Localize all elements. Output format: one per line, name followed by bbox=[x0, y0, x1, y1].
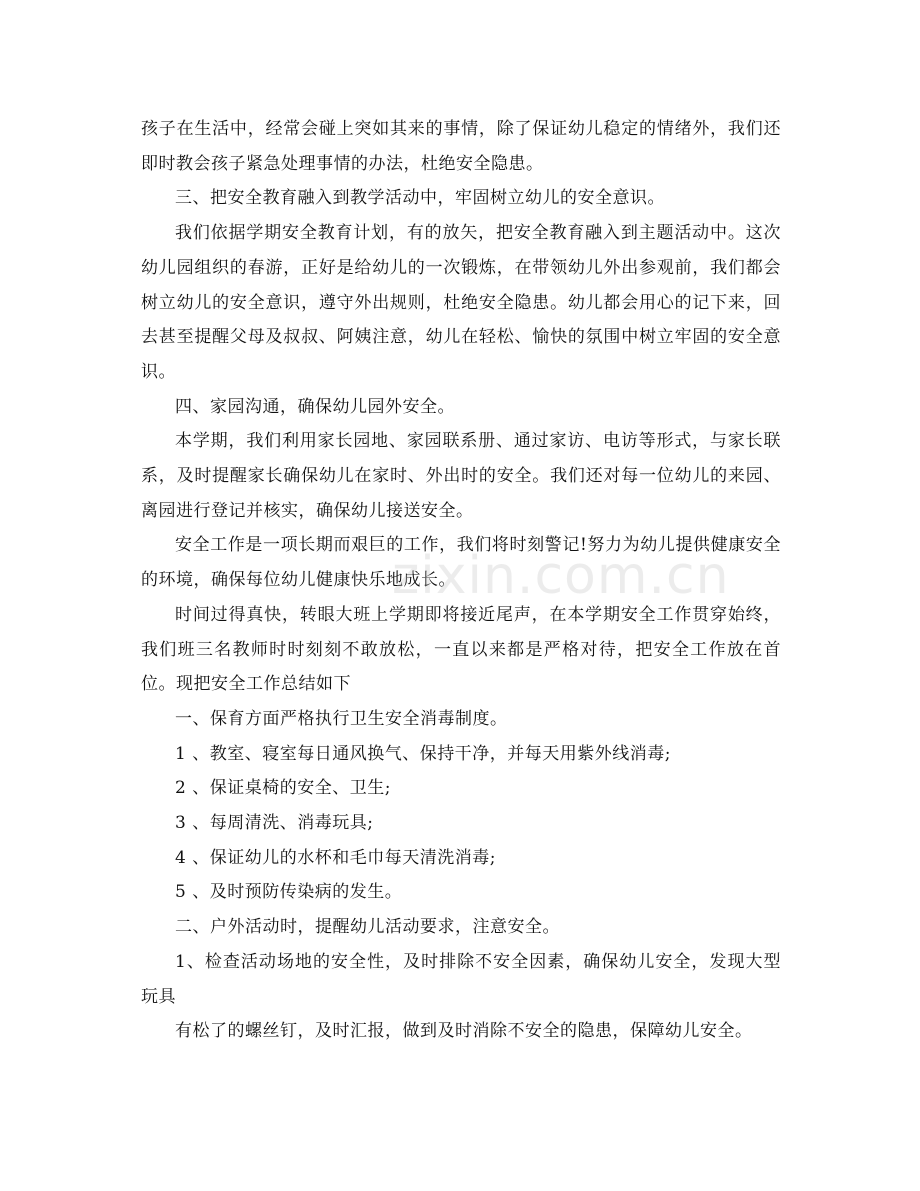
section-heading-2: 二、户外活动时，提醒幼儿活动要求，注意安全。 bbox=[175, 917, 560, 938]
document-body bbox=[141, 112, 781, 1049]
paragraph-5: 本学期，我们利用家长园地、家园联系册、通过家访、电访等形式，与家长联系，及时提醒家长确保幼儿在家时、外出时的安全。我们还对每一位幼儿的来园、离园进行登记并核实，确保幼儿接送安全。 bbox=[141, 431, 781, 521]
paragraph-3: 我们依据学期安全教育计划，有的放矢，把安全教育融入到主题活动中。这次幼儿园组织的春游，正好是给幼儿的一次锻炼，在带领幼儿外出参观前，我们都会树立幼儿的安全意识，遵守外出规则，杜绝安全隐患。幼儿都会用心的记下来，回去甚至提醒父母及叔叔、阿姨注意，幼儿在轻松、愉快的氛围中树立牢固的安全意识。 bbox=[141, 223, 781, 382]
section-heading-3: 三、把安全教育融入到教学活动中，牢固树立幼儿的安全意识。 bbox=[175, 188, 665, 209]
section-heading-1: 一、保育方面严格执行卫生安全消毒制度。 bbox=[175, 708, 508, 729]
list-item-4: 4 、保证幼儿的水杯和毛巾每天清洗消毒; bbox=[175, 847, 496, 868]
list-item-3: 3 、每周清洗、消毒玩具; bbox=[175, 813, 374, 834]
paragraph-16: 有松了的螺丝钉，及时汇报，做到及时消除不安全的隐患，保障幼儿安全。 bbox=[175, 1021, 753, 1042]
list-item-1: 1 、教室、寝室每日通风换气、保持干净，并每天用紫外线消毒; bbox=[175, 743, 671, 764]
paragraph-1: 孩子在生活中，经常会碰上突如其来的事情，除了保证幼儿稳定的情绪外，我们还即时教会孩子紧急处理事情的办法，杜绝安全隐患。 bbox=[141, 119, 781, 174]
section-heading-4: 四、家园沟通，确保幼儿园外安全。 bbox=[175, 396, 455, 417]
paragraph-7: 时间过得真快，转眼大班上学期即将接近尾声，在本学期安全工作贯穿始终，我们班三名教师时时刻刻不敢放松，一直以来都是严格对待，把安全工作放在首位。现把安全工作总结如下 bbox=[141, 604, 781, 695]
paragraph-15: 1、检查活动场地的安全性，及时排除不安全因素，确保幼儿安全，发现大型玩具 bbox=[141, 951, 781, 1007]
paragraph-6: 安全工作是一项长期而艰巨的工作，我们将时刻警记!努力为幼儿提供健康安全的环境，确保每位幼儿健康快乐地成长。 bbox=[141, 535, 781, 591]
watermark: zixin.com.cn bbox=[392, 546, 730, 606]
list-item-2: 2 、保证桌椅的安全、卫生; bbox=[175, 778, 391, 799]
list-item-5: 5 、及时预防传染病的发生。 bbox=[175, 882, 403, 903]
